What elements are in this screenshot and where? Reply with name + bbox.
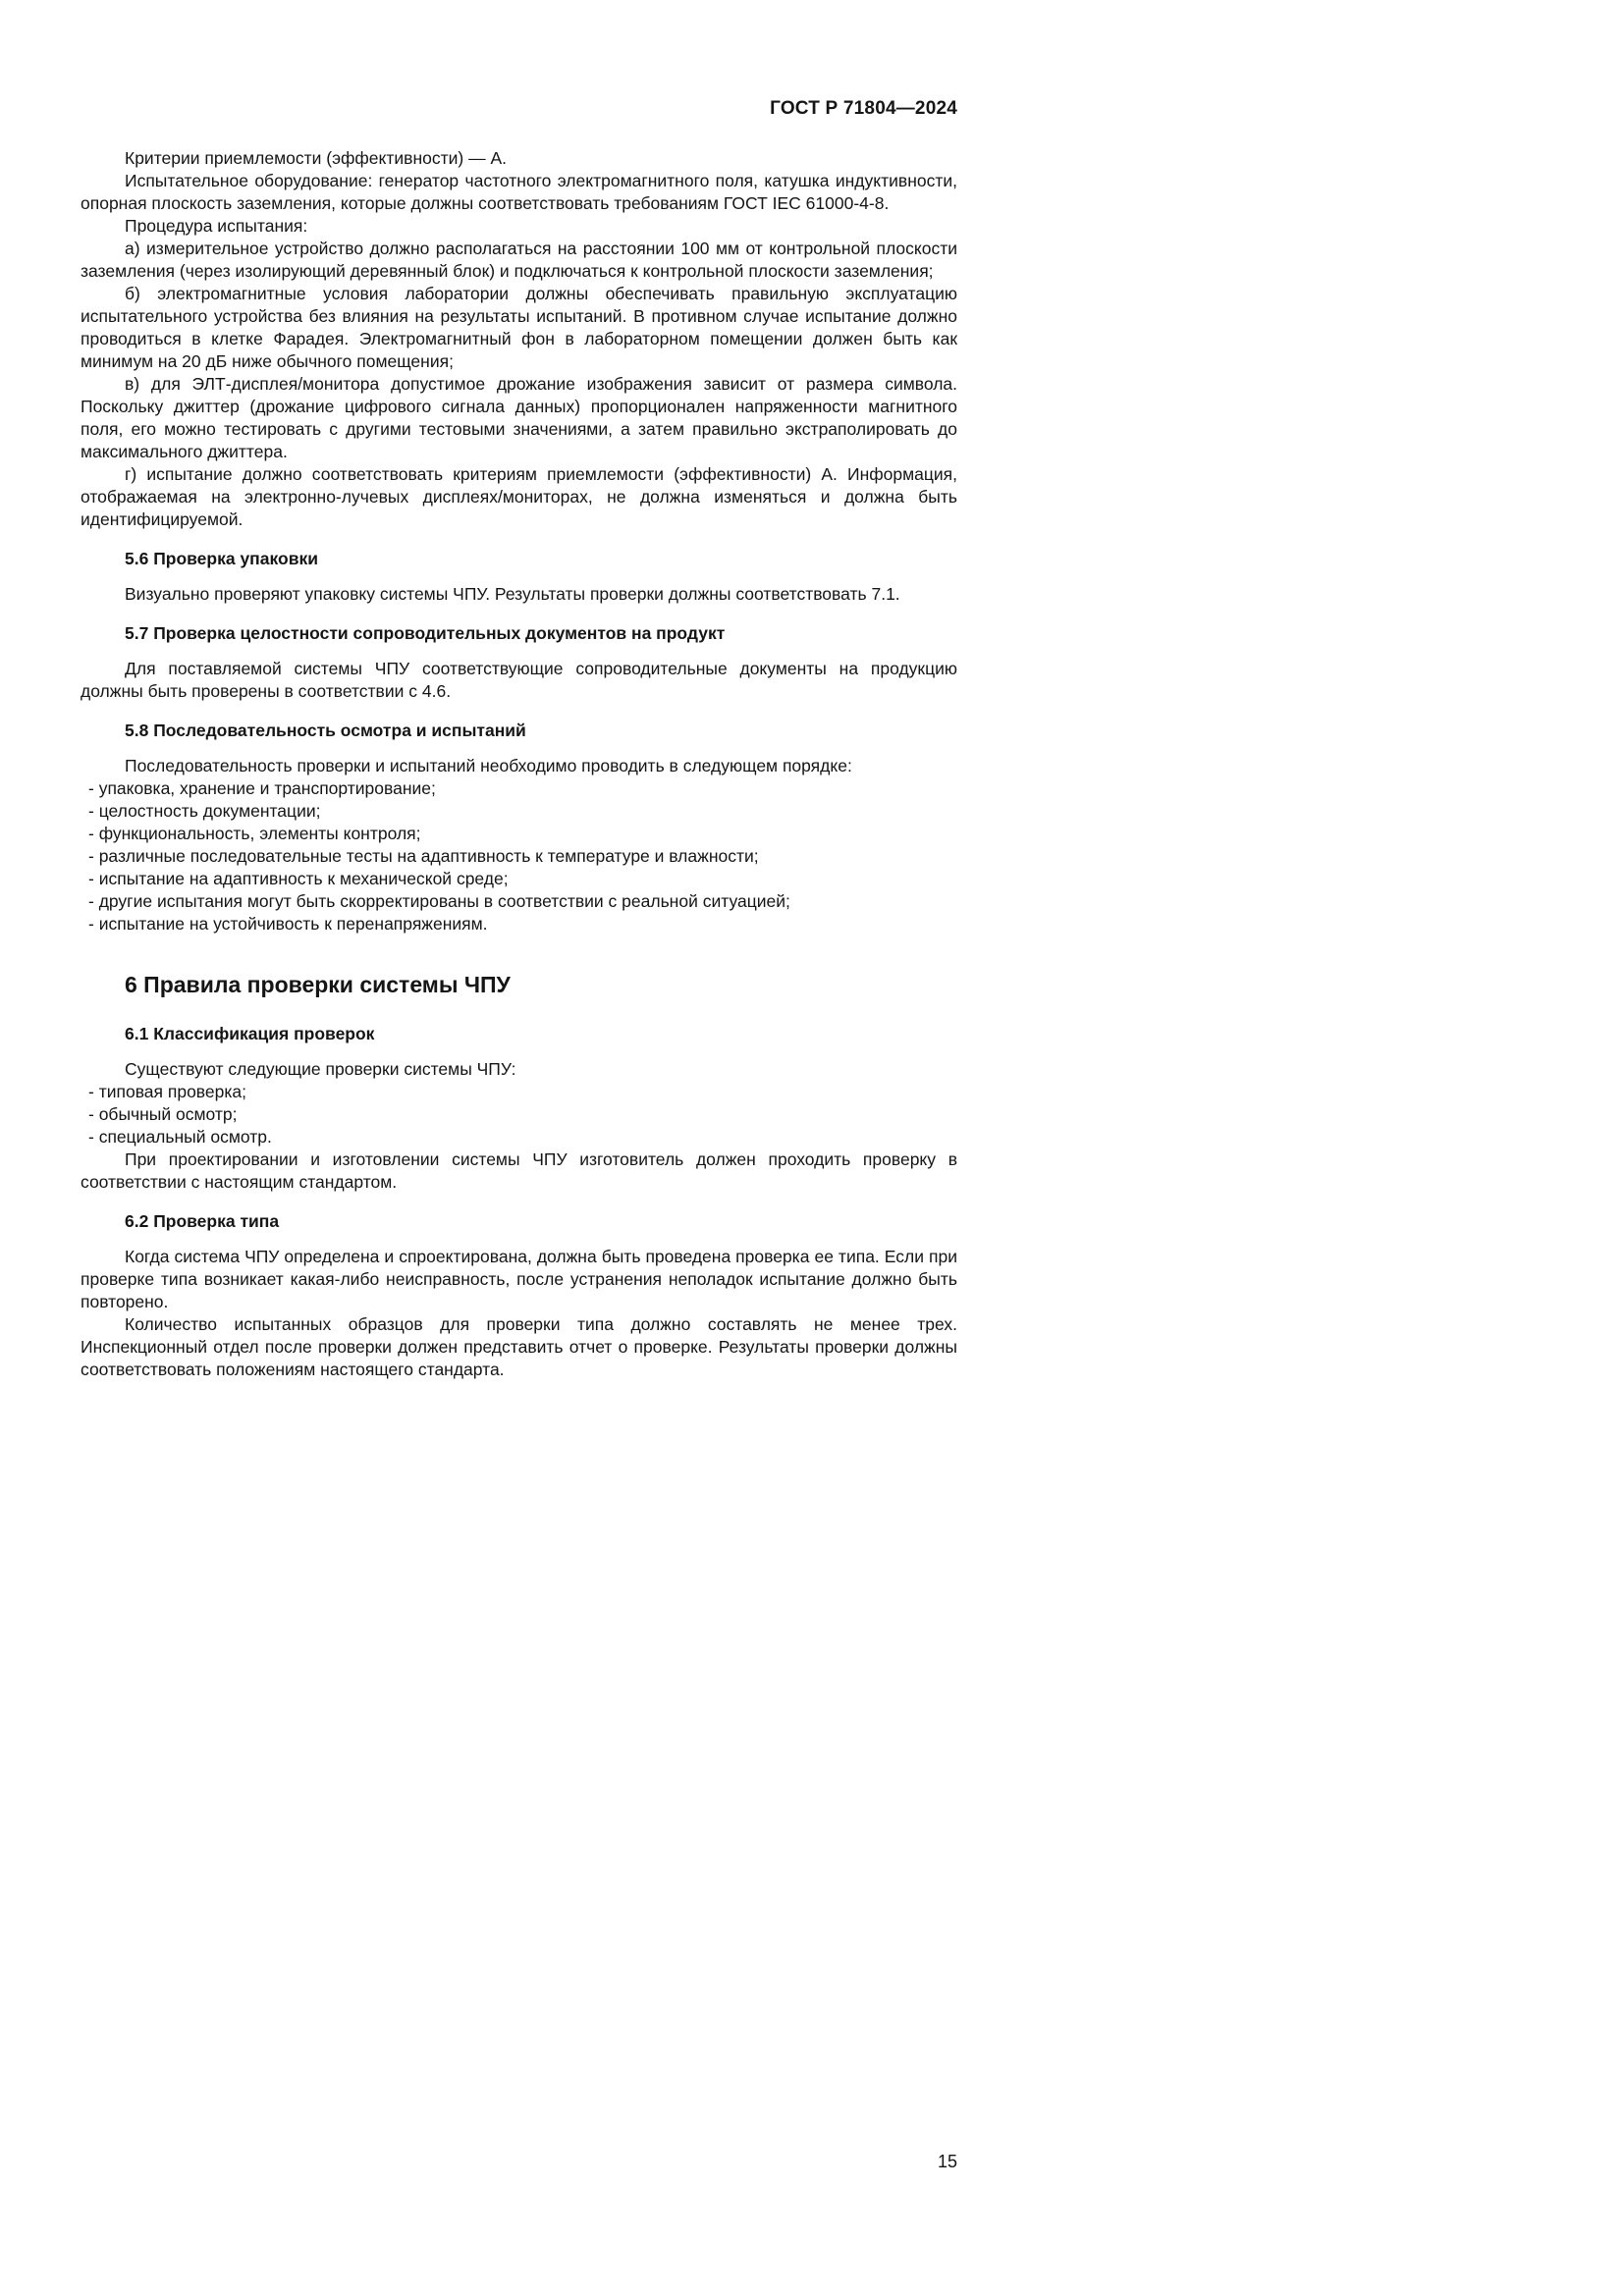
- paragraph: Процедура испытания:: [125, 216, 308, 236]
- paragraph: Для поставляемой системы ЧПУ соответствующие сопроводительные документы на продукцию должны быть проверены в соответствии с 4.6.: [81, 659, 957, 701]
- paragraph: а) измерительное устройство должно располагаться на расстоянии 100 мм от контрольной плоскости заземления (через изолирующий деревянный блок) и подключаться к контрольной плоскости заземления;: [81, 239, 957, 281]
- standard-number: ГОСТ Р 71804—2024: [770, 98, 957, 119]
- paragraph: Последовательность проверки и испытаний необходимо проводить в следующем порядке:: [125, 756, 852, 775]
- paragraph: Критерии приемлемости (эффективности) — А.: [125, 148, 508, 168]
- paragraph: Когда система ЧПУ определена и спроектирована, должна быть проведена проверка ее типа. Если при проверке типа возникает какая-либо неисправность, после устранения неполадок испытание должно быть повторено.: [81, 1247, 957, 1311]
- document-body: [81, 147, 957, 1381]
- list-item: - другие испытания могут быть скорректированы в соответствии с реальной ситуацией;: [88, 891, 790, 911]
- paragraph: При проектировании и изготовлении системы ЧПУ изготовитель должен проходить проверку в соответствии с настоящим стандартом.: [81, 1149, 957, 1192]
- paragraph: б) электромагнитные условия лаборатории должны обеспечивать правильную эксплуатацию испытательного устройства без влияния на результаты испытаний. В противном случае испытание должно проводиться в клетке Фарадея. Электромагнитный фон в лабораторном помещении должен быть как минимум на 20 дБ ниже обычного помещения;: [81, 284, 957, 371]
- list-item: - обычный осмотр;: [88, 1104, 238, 1124]
- list-item: - типовая проверка;: [88, 1082, 247, 1101]
- paragraph: Визуально проверяют упаковку системы ЧПУ. Результаты проверки должны соответствовать 7.1.: [125, 584, 900, 604]
- list-item: - упаковка, хранение и транспортирование;: [88, 778, 436, 798]
- list-item: - специальный осмотр.: [88, 1127, 272, 1147]
- paragraph: г) испытание должно соответствовать критериям приемлемости (эффективности) А. Информация, отображаемая на электронно-лучевых дисплеях/мониторах, не должна изменяться и должна быть идентифицируемой.: [81, 464, 957, 529]
- list-item: - различные последовательные тесты на адаптивность к температуре и влажности;: [88, 846, 759, 866]
- page-number: 15: [937, 2152, 957, 2171]
- paragraph: Испытательное оборудование: генератор частотного электромагнитного поля, катушка индуктивности, опорная плоскость заземления, которые должны соответствовать требованиям ГОСТ IEC 61000-4-8.: [81, 171, 957, 213]
- paragraph: Количество испытанных образцов для проверки типа должно составлять не менее трех. Инспекционный отдел после проверки должен представить отчет о проверке. Результаты проверки должны соответствовать положениям настоящего стандарта.: [81, 1314, 957, 1379]
- heading: 5.7 Проверка целостности сопроводительных документов на продукт: [125, 623, 726, 643]
- list-item: - испытание на устойчивость к перенапряжениям.: [88, 914, 488, 934]
- section-heading: 6 Правила проверки системы ЧПУ: [125, 972, 511, 997]
- heading: 6.2 Проверка типа: [125, 1211, 280, 1231]
- list-item: - целостность документации;: [88, 801, 321, 821]
- list-item: - функциональность, элементы контроля;: [88, 824, 421, 843]
- list-item: - испытание на адаптивность к механической среде;: [88, 869, 509, 888]
- heading: 5.8 Последовательность осмотра и испытаний: [125, 721, 526, 740]
- paragraph: в) для ЭЛТ-дисплея/монитора допустимое дрожание изображения зависит от размера символа. Поскольку джиттер (дрожание цифрового сигнала данных) пропорционален напряженности магнитного поля, его можно тестировать с другими тестовыми значениями, а затем правильно экстраполировать до максимального джиттера.: [81, 374, 957, 461]
- heading: 5.6 Проверка упаковки: [125, 549, 318, 568]
- heading: 6.1 Классификация проверок: [125, 1024, 375, 1043]
- page-footer: [81, 2152, 957, 2172]
- running-header: [81, 98, 957, 120]
- paragraph: Существуют следующие проверки системы ЧПУ:: [125, 1059, 516, 1079]
